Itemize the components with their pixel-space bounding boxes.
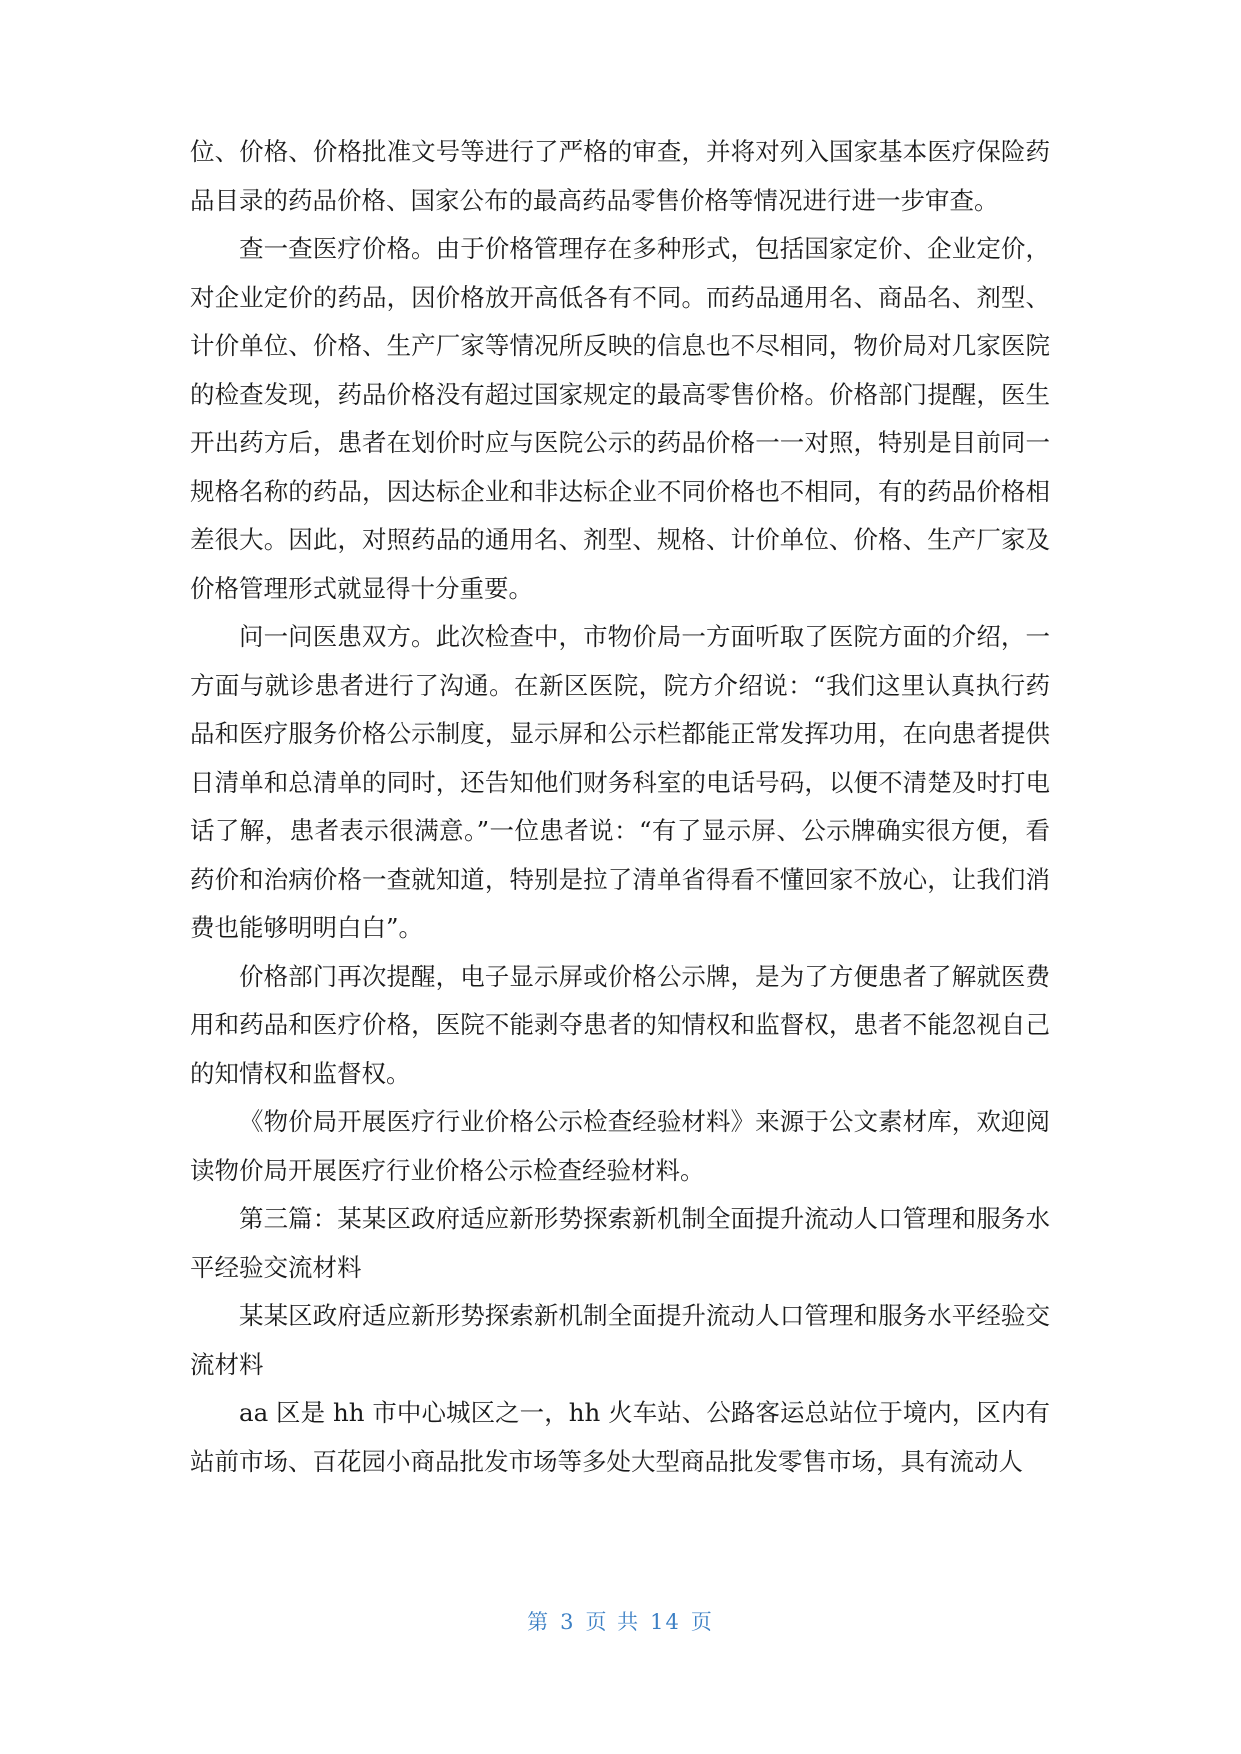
document-body <box>190 128 1050 1486</box>
paragraph-check-prices: 查一查医疗价格。由于价格管理存在多种形式，包括国家定价、企业定价，对企业定价的药品，因价格放开高低各有不同。而药品通用名、商品名、剂型、计价单位、价格、生产厂家等情况所反映的信息也不尽相同，物价局对几家医院的检查发现，药品价格没有超过国家规定的最高零售价格。价格部门提醒，医生开出药方后，患者在划价时应与医院公示的药品价格一一对照，特别是目前同一规格名称的药品，因达标企业和非达标企业不同价格也不相同，有的药品价格相差很大。因此，对照药品的通用名、剂型、规格、计价单位、价格、生产厂家及价格管理形式就显得十分重要。 <box>190 234 1050 603</box>
paragraph-source-note: 《物价局开展医疗行业价格公示检查经验材料》来源于公文素材库，欢迎阅读物价局开展医疗行业价格公示检查经验材料。 <box>190 1107 1050 1185</box>
page-prefix: 第 <box>527 1610 551 1634</box>
paragraph-ask-both-sides: 问一问医患双方。此次检查中，市物价局一方面听取了医院方面的介绍，一方面与就诊患者进行了沟通。在新区医院，院方介绍说：“我们这里认真执行药品和医疗服务价格公示制度，显示屏和公示栏都能正常发挥功用，在向患者提供日清单和总清单的同时，还告知他们财务科室的电话号码，以便不清楚及时打电话了解，患者表示很满意。”一位患者说：“有了显示屏、公示牌确实很方便，看药价和治病价格一查就知道，特别是拉了清单省得看不懂回家不放心，让我们消费也能够明明白白”。 <box>190 622 1050 942</box>
total-pages: 14 <box>650 1610 681 1634</box>
paragraph-continuation: 位、价格、价格批准文号等进行了严格的审查，并将对列入国家基本医疗保险药品目录的药品价格、国家公布的最高药品零售价格等情况进行进一步审查。 <box>190 137 1050 215</box>
paragraph-district-intro: aa 区是 hh 市中心城区之一，hh 火车站、公路客运总站位于境内，区内有站前市场、百花园小商品批发市场等多处大型商品批发零售市场，具有流动人 <box>190 1398 1050 1476</box>
page-suffix: 页 <box>690 1610 714 1634</box>
page-number: 3 <box>560 1610 576 1634</box>
paragraph-section-heading: 第三篇：某某区政府适应新形势探索新机制全面提升流动人口管理和服务水平经验交流材料 <box>190 1204 1050 1282</box>
paragraph-article-title: 某某区政府适应新形势探索新机制全面提升流动人口管理和服务水平经验交流材料 <box>190 1301 1050 1379</box>
page-middle: 页 共 <box>585 1610 641 1634</box>
page-footer <box>0 1606 1241 1636</box>
paragraph-reminder: 价格部门再次提醒，电子显示屏或价格公示牌，是为了方便患者了解就医费用和药品和医疗价格，医院不能剥夺患者的知情权和监督权，患者不能忽视自己的知情权和监督权。 <box>190 961 1050 1088</box>
